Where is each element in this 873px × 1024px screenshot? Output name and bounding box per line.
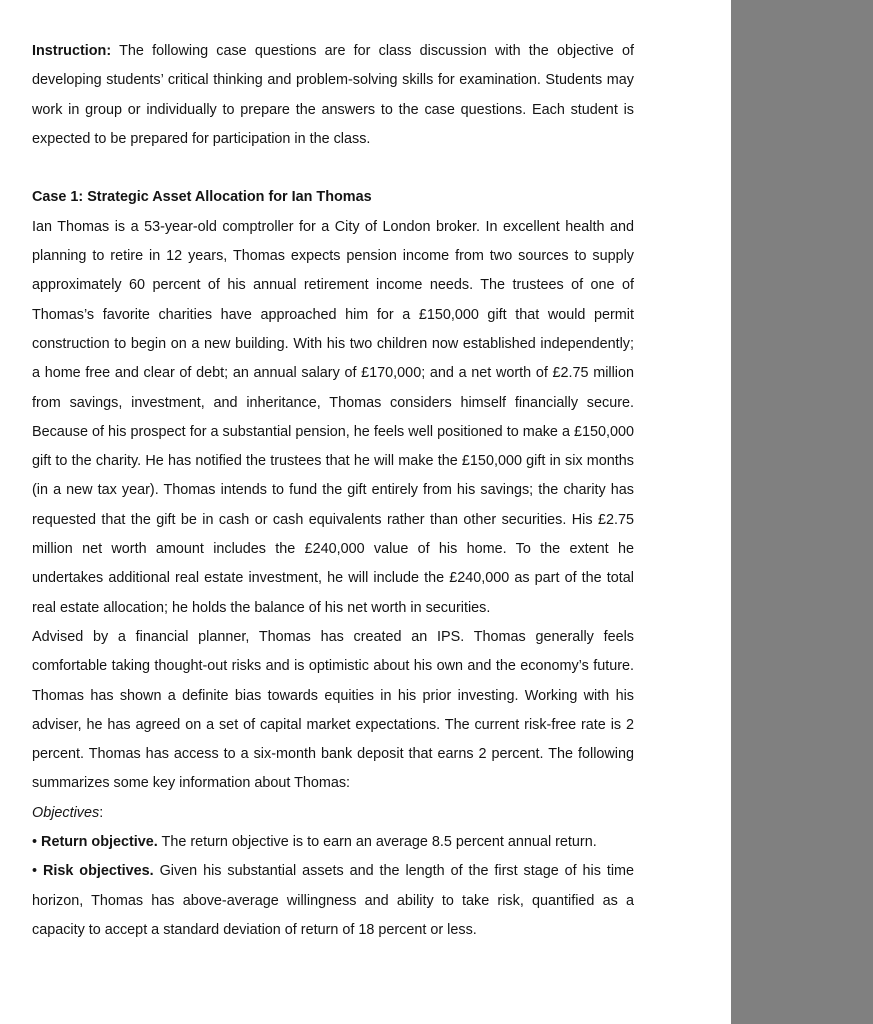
instruction-paragraph — [32, 37, 634, 154]
document-content — [32, 37, 634, 945]
paragraph-gap — [32, 154, 634, 183]
bullet-return-objective — [32, 828, 634, 857]
objectives-heading — [32, 799, 634, 828]
bullet-text: Given his substantial assets and the length of the first stage of his time horizon, Thomas has above-average willingness and ability to take risk, quantified as a capacity to accept a standard deviation of return of 18 percent or less. — [32, 863, 635, 938]
instruction-label: Instruction: — [32, 43, 112, 59]
bullet-label: Return objective. — [41, 834, 158, 851]
case-paragraph-2: Advised by a financial planner, Thomas has created an IPS. Thomas generally feels comfortable taking thought-out risks and is optimistic about his own and the economy’s future. Thomas has shown a definite bias towards equities in his prior investing. Working with his adviser, he has agreed on a set of capital market expectations. The current risk-free rate is 2 percent. Thomas has access to a six-month bank deposit that earns 2 percent. The following summarizes some key information about Thomas: — [32, 628, 634, 792]
bullet-marker: • — [32, 834, 38, 851]
objectives-colon: : — [99, 804, 104, 821]
bullet-risk-objectives — [32, 857, 634, 945]
objectives-label: Objectives — [32, 804, 100, 821]
bullet-marker: • — [32, 863, 38, 880]
bullet-text: The return objective is to earn an average 8.5 percent annual return. — [161, 834, 597, 851]
viewer-background — [731, 0, 873, 1024]
instruction-text: The following case questions are for class discussion with the objective of developing students’ critical thinking and problem-solving skills for examination. Students may work in group or individually to prepare the answers to the case questions. Each student is expected to be prepared for participation in the class. — [32, 43, 634, 147]
bullet-label: Risk objectives. — [42, 863, 154, 880]
case-paragraph-1: Ian Thomas is a 53-year-old comptroller for a City of London broker. In excellent health and planning to retire in 12 years, Thomas expects pension income from two sources to supply approximately 60 percent of his annual retirement income needs. The trustees of one of Thomas’s favorite charities have approached him for a £150,000 gift that would permit construction to begin on a new building. With his two children now established independently; a home free and clear of debt; an annual salary of £170,000; and a net worth of £2.75 million from savings, investment, and inheritance, Thomas considers himself financially secure. Because of his prospect for a substantial pension, he feels well positioned to make a £150,000 gift to the charity. He has notified the trustees that he will make the £150,000 gift in six months (in a new tax year). Thomas intends to fund the gift entirely from his savings; the charity has requested that the gift be in cash or cash equivalents rather than other securities. His £2.75 million net worth amount includes the £240,000 value of his home. To the extent he undertakes additional real estate investment, he will include the £240,000 as part of the total real estate allocation; he holds the balance of his net worth in securities. — [32, 218, 634, 616]
case-title: Case 1: Strategic Asset Allocation for Ian Thomas — [32, 189, 372, 206]
